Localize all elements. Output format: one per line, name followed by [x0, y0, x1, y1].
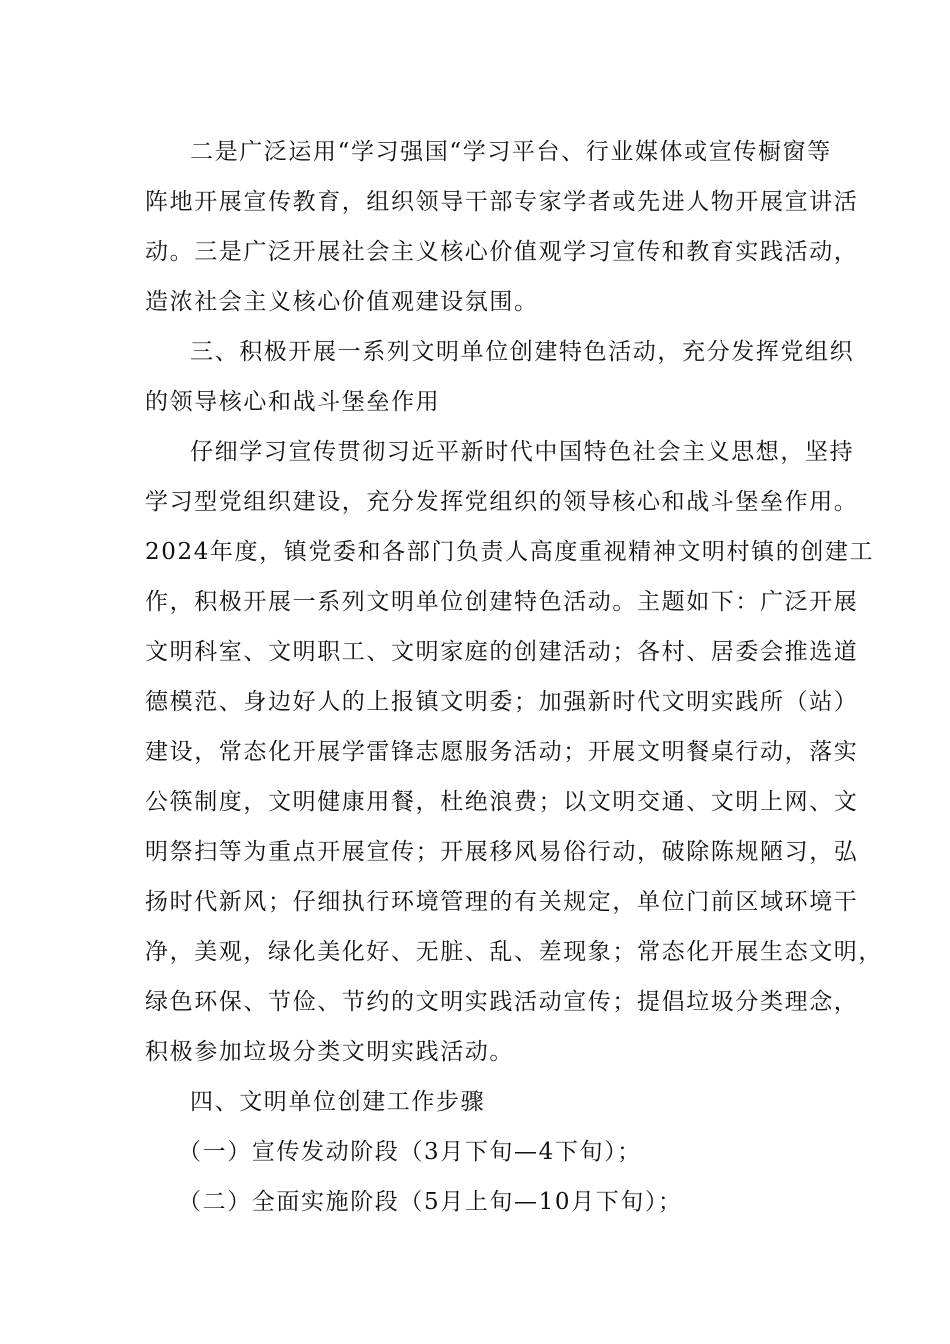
paragraph-line: 动。三是广泛开展社会主义核心价值观学习宣传和教育实践活动， [145, 239, 859, 265]
step-item: （一）宣传发动阶段（3月下旬—4下旬）； [178, 1139, 642, 1165]
paragraph-line: 2024年度，镇党委和各部门负责人高度重视精神文明村镇的创建工 [145, 539, 875, 565]
paragraph-line: 学习型党组织建设，充分发挥党组织的领导核心和战斗堡垒作用。 [145, 489, 859, 515]
section-heading-line: 三、积极开展一系列文明单位创建特色活动，充分发挥党组织 [190, 339, 855, 365]
paragraph-line: 德模范、身边好人的上报镇文明委；加强新时代文明实践所（站） [145, 689, 859, 715]
section-heading-line: 四、文明单位创建工作步骤 [190, 1089, 486, 1115]
paragraph-line: 扬时代新风；仔细执行环境管理的有关规定，单位门前区域环境干 [145, 889, 859, 915]
paragraph-line: 明祭扫等为重点开展宣传；开展移风易俗行动，破除陈规陋习，弘 [145, 839, 859, 865]
paragraph-line: 阵地开展宣传教育，组织领导干部专家学者或先进人物开展宣讲活 [145, 189, 859, 215]
paragraph-line: 作，积极开展一系列文明单位创建特色活动。主题如下：广泛开展 [145, 589, 859, 615]
section-heading-line: 的领导核心和战斗堡垒作用 [145, 389, 441, 415]
paragraph-line: 积极参加垃圾分类文明实践活动。 [145, 1039, 514, 1065]
paragraph-line: 绿色环保、节俭、节约的文明实践活动宣传；提倡垃圾分类理念， [145, 989, 859, 1015]
paragraph-line: 造浓社会主义核心价值观建设氛围。 [145, 289, 539, 315]
paragraph-line: 二是广泛运用“学习强国“学习平台、行业媒体或宣传橱窗等 [190, 139, 832, 165]
paragraph-line: 公筷制度，文明健康用餐，杜绝浪费；以文明交通、文明上网、文 [145, 789, 859, 815]
paragraph-line: 净，美观，绿化美化好、无脏、乱、差现象；常态化开展生态文明， [145, 939, 883, 965]
paragraph-line: 建设，常态化开展学雷锋志愿服务活动；开展文明餐桌行动，落实 [145, 739, 859, 765]
step-item: （二）全面实施阶段（5月上旬—10月下旬）； [178, 1189, 683, 1215]
paragraph-line: 仔细学习宣传贯彻习近平新时代中国特色社会主义思想，坚持 [190, 439, 855, 465]
paragraph-line: 文明科室、文明职工、文明家庭的创建活动；各村、居委会推选道 [145, 639, 859, 665]
